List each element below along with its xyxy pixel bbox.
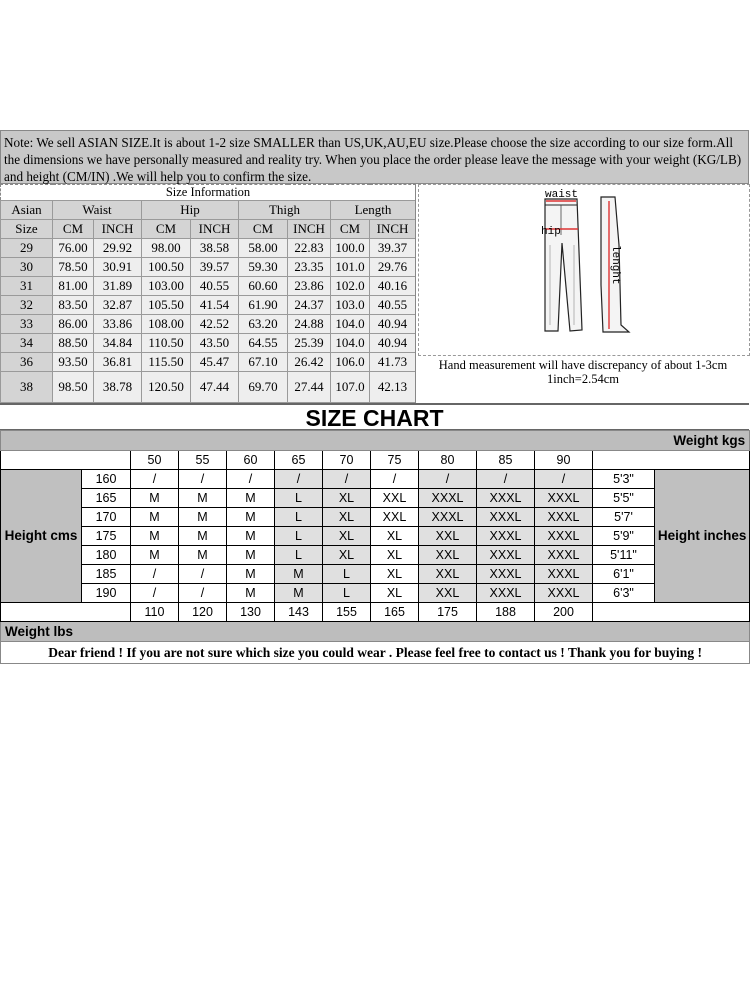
measurement-cell: 98.50: [53, 372, 94, 403]
inch-unit-header: INCH: [94, 220, 142, 239]
size-cell: XL: [323, 508, 371, 527]
height-row: [1, 565, 750, 584]
measurement-cell: 39.37: [370, 239, 416, 258]
measurement-cell: 38.58: [191, 239, 239, 258]
lb-value-cell: 110: [131, 603, 179, 622]
measurement-cell: 40.94: [370, 334, 416, 353]
asian-size-cell: 31: [1, 277, 53, 296]
hip-header: Hip: [142, 201, 239, 220]
size-cell: XXXL: [477, 584, 535, 603]
measurement-cell: 69.70: [239, 372, 288, 403]
height-cm-cell: 180: [82, 546, 131, 565]
inch-unit-header: INCH: [370, 220, 416, 239]
measurement-cell: 31.89: [94, 277, 142, 296]
measurement-cell: 110.50: [142, 334, 191, 353]
height-inch-cell: 5'11": [593, 546, 655, 565]
height-cm-cell: 190: [82, 584, 131, 603]
length-header: Length: [331, 201, 416, 220]
size-cell: M: [131, 527, 179, 546]
measurement-cell: 27.44: [288, 372, 331, 403]
size-chart-title: SIZE CHART: [0, 403, 749, 430]
size-cell: XXXL: [477, 508, 535, 527]
kg-value-cell: 75: [371, 451, 419, 470]
size-cell: M: [227, 527, 275, 546]
size-cell: XXXL: [477, 546, 535, 565]
size-cell: XL: [371, 546, 419, 565]
size-cell: /: [227, 470, 275, 489]
measurement-cell: 47.44: [191, 372, 239, 403]
height-row: [1, 470, 750, 489]
measurement-cell: 108.00: [142, 315, 191, 334]
size-cell: XXL: [419, 546, 477, 565]
size-cell: M: [275, 584, 323, 603]
kg-value-cell: 85: [477, 451, 535, 470]
measurement-cell: 83.50: [53, 296, 94, 315]
asian-size-cell: 29: [1, 239, 53, 258]
diagram-waist-label: waist: [545, 189, 579, 201]
size-cell: /: [131, 584, 179, 603]
size-cell: M: [131, 508, 179, 527]
size-cell: XXXL: [477, 489, 535, 508]
measurement-cell: 24.88: [288, 315, 331, 334]
measurement-cell: 107.0: [331, 372, 370, 403]
weight-kgs-label: Weight kgs: [1, 431, 750, 451]
asian-size-cell: 38: [1, 372, 53, 403]
measurement-cell: 104.0: [331, 334, 370, 353]
height-inch-cell: 5'5": [593, 489, 655, 508]
size-cell: M: [179, 489, 227, 508]
height-row: [1, 508, 750, 527]
size-cell: /: [131, 565, 179, 584]
measurement-cell: 40.55: [370, 296, 416, 315]
measurement-cell: 102.0: [331, 277, 370, 296]
size-cell: XXXL: [535, 527, 593, 546]
measurement-cell: 86.00: [53, 315, 94, 334]
contact-message: Dear friend ! If you are not sure which size you could wear . Please feel free to contact us ! Thank you for buying !: [1, 642, 750, 664]
inch-unit-header: INCH: [288, 220, 331, 239]
size-cell: XL: [323, 489, 371, 508]
size-cell: M: [227, 508, 275, 527]
size-cell: XXL: [371, 508, 419, 527]
height-inch-cell: 5'9": [593, 527, 655, 546]
size-row: [1, 353, 416, 372]
size-cell: XXXL: [419, 489, 477, 508]
height-row: [1, 527, 750, 546]
size-cell: /: [179, 584, 227, 603]
lb-value-cell: 143: [275, 603, 323, 622]
measurement-cell: 105.50: [142, 296, 191, 315]
measurement-cell: 23.35: [288, 258, 331, 277]
measurement-cell: 29.92: [94, 239, 142, 258]
size-cell: L: [323, 584, 371, 603]
measurement-cell: 106.0: [331, 353, 370, 372]
measurement-cell: 42.13: [370, 372, 416, 403]
measurement-cell: 58.00: [239, 239, 288, 258]
height-inches-label: Height inches: [655, 470, 750, 603]
measurement-cell: 36.81: [94, 353, 142, 372]
size-cell: XL: [371, 584, 419, 603]
size-cell: /: [323, 470, 371, 489]
measurement-cell: 104.0: [331, 315, 370, 334]
measurement-cell: 29.76: [370, 258, 416, 277]
measurement-cell: 61.90: [239, 296, 288, 315]
height-cm-cell: 160: [82, 470, 131, 489]
size-row: [1, 334, 416, 353]
size-row: [1, 315, 416, 334]
size-cell: XXXL: [535, 565, 593, 584]
lb-value-cell: 165: [371, 603, 419, 622]
measurement-cell: 24.37: [288, 296, 331, 315]
size-information-title: Size Information: [1, 185, 416, 201]
lb-value-cell: 200: [535, 603, 593, 622]
size-information-table: [0, 184, 416, 403]
inch-conversion-text: 1inch=2.54cm: [547, 372, 619, 386]
size-cell: XL: [371, 527, 419, 546]
measurement-cell: 59.30: [239, 258, 288, 277]
asian-size-cell: 36: [1, 353, 53, 372]
height-cm-cell: 185: [82, 565, 131, 584]
size-cell: /: [535, 470, 593, 489]
measurement-cell: 100.50: [142, 258, 191, 277]
size-cell: M: [131, 489, 179, 508]
measurement-cell: 33.86: [94, 315, 142, 334]
size-cell: /: [131, 470, 179, 489]
size-cell: /: [419, 470, 477, 489]
size-cell: XL: [323, 546, 371, 565]
size-row: [1, 239, 416, 258]
measurement-cell: 40.16: [370, 277, 416, 296]
weight-lbs-label: Weight lbs: [1, 622, 750, 642]
measurement-cell: 40.94: [370, 315, 416, 334]
kgs-row: [1, 451, 750, 470]
size-cell: /: [275, 470, 323, 489]
cm-unit-header: CM: [331, 220, 370, 239]
size-cell: M: [179, 546, 227, 565]
diagram-length-label: lenght: [609, 245, 621, 285]
measurement-cell: 22.83: [288, 239, 331, 258]
blank-cell: [593, 451, 750, 470]
cm-unit-header: CM: [142, 220, 191, 239]
measurement-cell: 81.00: [53, 277, 94, 296]
blank-cell: [593, 603, 750, 622]
size-cell: XXL: [419, 527, 477, 546]
height-inch-cell: 6'1": [593, 565, 655, 584]
kg-value-cell: 70: [323, 451, 371, 470]
size-chart-table: [0, 430, 750, 664]
lb-value-cell: 188: [477, 603, 535, 622]
size-row: [1, 296, 416, 315]
size-cell: XXL: [419, 584, 477, 603]
lb-value-cell: 155: [323, 603, 371, 622]
measurement-cell: 30.91: [94, 258, 142, 277]
height-cms-label: Height cms: [1, 470, 82, 603]
lb-value-cell: 175: [419, 603, 477, 622]
size-cell: M: [179, 508, 227, 527]
measurement-guide: [415, 184, 750, 403]
lb-value-cell: 120: [179, 603, 227, 622]
size-cell: XXXL: [535, 489, 593, 508]
measurement-cell: 39.57: [191, 258, 239, 277]
measurement-cell: 115.50: [142, 353, 191, 372]
measurement-cell: 40.55: [191, 277, 239, 296]
measurement-cell: 42.52: [191, 315, 239, 334]
height-cm-cell: 165: [82, 489, 131, 508]
kg-value-cell: 60: [227, 451, 275, 470]
cm-unit-header: CM: [53, 220, 94, 239]
measurement-cell: 25.39: [288, 334, 331, 353]
waist-header: Waist: [53, 201, 142, 220]
measurement-discrepancy-text: Hand measurement will have discrepancy of about 1-3cm: [438, 358, 728, 372]
kg-value-cell: 80: [419, 451, 477, 470]
size-note: Note: We sell ASIAN SIZE.It is about 1-2 size SMALLER than US,UK,AU,EU size.Please choose the size according to our size form.All the dimensions we have personally measured and reality try. When you place the order please leave the message with your weight (KG/LB) and height (CM/IN) .We will help you to confirm the size.: [0, 130, 749, 184]
size-cell: XXL: [419, 565, 477, 584]
lb-value-cell: 130: [227, 603, 275, 622]
size-cell: L: [275, 508, 323, 527]
size-cell: XXXL: [419, 508, 477, 527]
measurement-cell: 34.84: [94, 334, 142, 353]
measurement-cell: 64.55: [239, 334, 288, 353]
trousers-measurement-diagram: [418, 184, 750, 356]
size-cell: /: [477, 470, 535, 489]
cm-unit-header: CM: [239, 220, 288, 239]
measurement-cell: 101.0: [331, 258, 370, 277]
kg-value-cell: 50: [131, 451, 179, 470]
size-cell: M: [179, 527, 227, 546]
blank-cell: [1, 603, 131, 622]
height-row: [1, 584, 750, 603]
size-cell: L: [275, 489, 323, 508]
asian-size-cell: 33: [1, 315, 53, 334]
size-cell: XL: [323, 527, 371, 546]
height-inch-cell: 5'7': [593, 508, 655, 527]
measurement-cell: 76.00: [53, 239, 94, 258]
size-cell: XXXL: [535, 546, 593, 565]
inch-unit-header: INCH: [191, 220, 239, 239]
size-cell: /: [179, 470, 227, 489]
size-header: Size: [1, 220, 53, 239]
size-cell: M: [275, 565, 323, 584]
measurement-cell: 23.86: [288, 277, 331, 296]
measurement-cell: 100.0: [331, 239, 370, 258]
measurement-cell: 41.54: [191, 296, 239, 315]
size-cell: L: [323, 565, 371, 584]
size-cell: M: [227, 546, 275, 565]
measurement-cell: 43.50: [191, 334, 239, 353]
diagram-hip-label: hip: [541, 226, 561, 238]
measurement-cell: 38.78: [94, 372, 142, 403]
size-information-section: [0, 184, 415, 403]
size-cell: L: [275, 546, 323, 565]
size-cell: M: [227, 565, 275, 584]
size-cell: M: [131, 546, 179, 565]
measurement-cell: 88.50: [53, 334, 94, 353]
measurement-cell: 63.20: [239, 315, 288, 334]
size-row: [1, 258, 416, 277]
asian-header: Asian: [1, 201, 53, 220]
height-row: [1, 489, 750, 508]
measurement-cell: 32.87: [94, 296, 142, 315]
size-cell: XXXL: [477, 527, 535, 546]
size-cell: XXXL: [477, 565, 535, 584]
blank-cell: [1, 451, 131, 470]
size-row: [1, 277, 416, 296]
measurement-cell: 60.60: [239, 277, 288, 296]
thigh-header: Thigh: [239, 201, 331, 220]
size-cell: /: [179, 565, 227, 584]
measurement-note: [416, 358, 750, 386]
measurement-cell: 98.00: [142, 239, 191, 258]
lbs-row: [1, 603, 750, 622]
measurement-cell: 78.50: [53, 258, 94, 277]
height-row: [1, 546, 750, 565]
size-cell: XXL: [371, 489, 419, 508]
measurement-cell: 93.50: [53, 353, 94, 372]
measurement-cell: 45.47: [191, 353, 239, 372]
height-inch-cell: 6'3": [593, 584, 655, 603]
measurement-cell: 67.10: [239, 353, 288, 372]
size-cell: M: [227, 489, 275, 508]
size-row: [1, 372, 416, 403]
height-cm-cell: 175: [82, 527, 131, 546]
kg-value-cell: 65: [275, 451, 323, 470]
height-cm-cell: 170: [82, 508, 131, 527]
measurement-cell: 103.0: [331, 296, 370, 315]
size-cell: XXXL: [535, 508, 593, 527]
measurement-cell: 103.00: [142, 277, 191, 296]
asian-size-cell: 32: [1, 296, 53, 315]
size-cell: M: [227, 584, 275, 603]
size-cell: XXXL: [535, 584, 593, 603]
asian-size-cell: 34: [1, 334, 53, 353]
asian-size-cell: 30: [1, 258, 53, 277]
measurement-cell: 26.42: [288, 353, 331, 372]
size-cell: /: [371, 470, 419, 489]
kg-value-cell: 90: [535, 451, 593, 470]
measurement-cell: 120.50: [142, 372, 191, 403]
kg-value-cell: 55: [179, 451, 227, 470]
trousers-icon: [419, 185, 749, 353]
size-cell: L: [275, 527, 323, 546]
height-inch-cell: 5'3": [593, 470, 655, 489]
measurement-cell: 41.73: [370, 353, 416, 372]
size-cell: XL: [371, 565, 419, 584]
